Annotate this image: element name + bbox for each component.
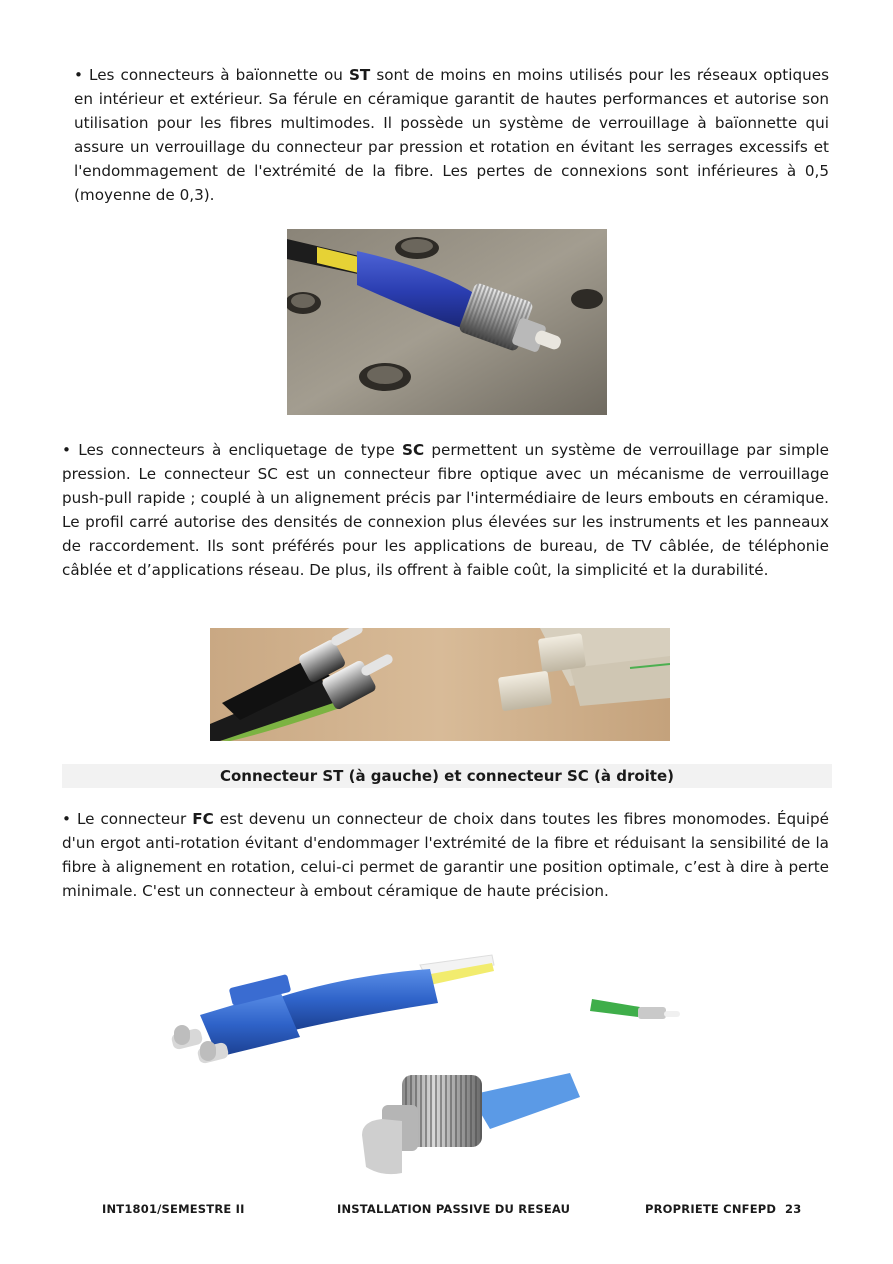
footer-course-title: INSTALLATION PASSIVE DU RESEAU <box>337 1202 571 1216</box>
paragraph-fc-connector: • Le connecteur FC est devenu un connecteur de choix dans toutes les fibres monomodes. Équipé d'un ergot anti-rotation évitant d'endommager l'extrémité de la fibre et réduisant la sensibilité de la fibre à alignement en rotation, celui-ci permet de garantir une position optimale, c’est à dire à perte minimale. C'est un connecteur à embout céramique de haute précision. <box>62 810 829 900</box>
figure-caption: Connecteur ST (à gauche) et connecteur SC (à droite) <box>219 767 675 785</box>
paragraph-st-connector: • Les connecteurs à baïonnette ou ST sont de moins en moins utilisés pour les réseaux optiques en intérieur et extérieur. Sa férule en céramique garantit de hautes performances et autorise son utilisation pour les fibres multimodes. Il possède un système de verrouillage à baïonnette qui assure un verrouillage du connecteur par pression et rotation en évitant les serrages excessifs et l'endommagement de l'extrémité de la fibre. Les pertes de connexions sont inférieures à 0,5 (moyenne de 0,3). <box>74 66 829 204</box>
photo-st-and-sc-connectors <box>210 628 670 741</box>
footer-ownership: PROPRIETE CNFEPD <box>645 1202 777 1216</box>
photo-fc-connector-metal-plate <box>287 229 607 415</box>
paragraph-sc-connector: • Les connecteurs à encliquetage de type SC permettent un système de verrouillage par simple pression. Le connecteur SC est un connecteur fibre optique avec un mécanisme de verrouillage push-pull rapide ; couplé à un alignement précis par l'intermédiaire de leurs embouts en céramique. Le profil carré autorise des densités de connexion plus élevées sur les instruments et les panneaux de raccordement. Ils sont préférés pour les applications de bureau, de TV câblée, de téléphonie câblée et d’applications réseau. De plus, ils offrent à faible coût, la simplicité et la durabilité. <box>62 441 829 579</box>
sc-term: SC <box>402 441 425 459</box>
photo-lc-fc-connectors <box>170 945 700 1185</box>
page-number: 23 <box>785 1202 802 1216</box>
st-term: ST <box>348 66 371 84</box>
figure-caption-bar <box>62 764 832 788</box>
bullet: • <box>74 66 83 84</box>
fc-term: FC <box>192 810 214 828</box>
bullet: • <box>62 810 71 828</box>
bullet: • <box>62 441 71 459</box>
footer-course-code: INT1801/SEMESTRE II <box>102 1202 245 1216</box>
